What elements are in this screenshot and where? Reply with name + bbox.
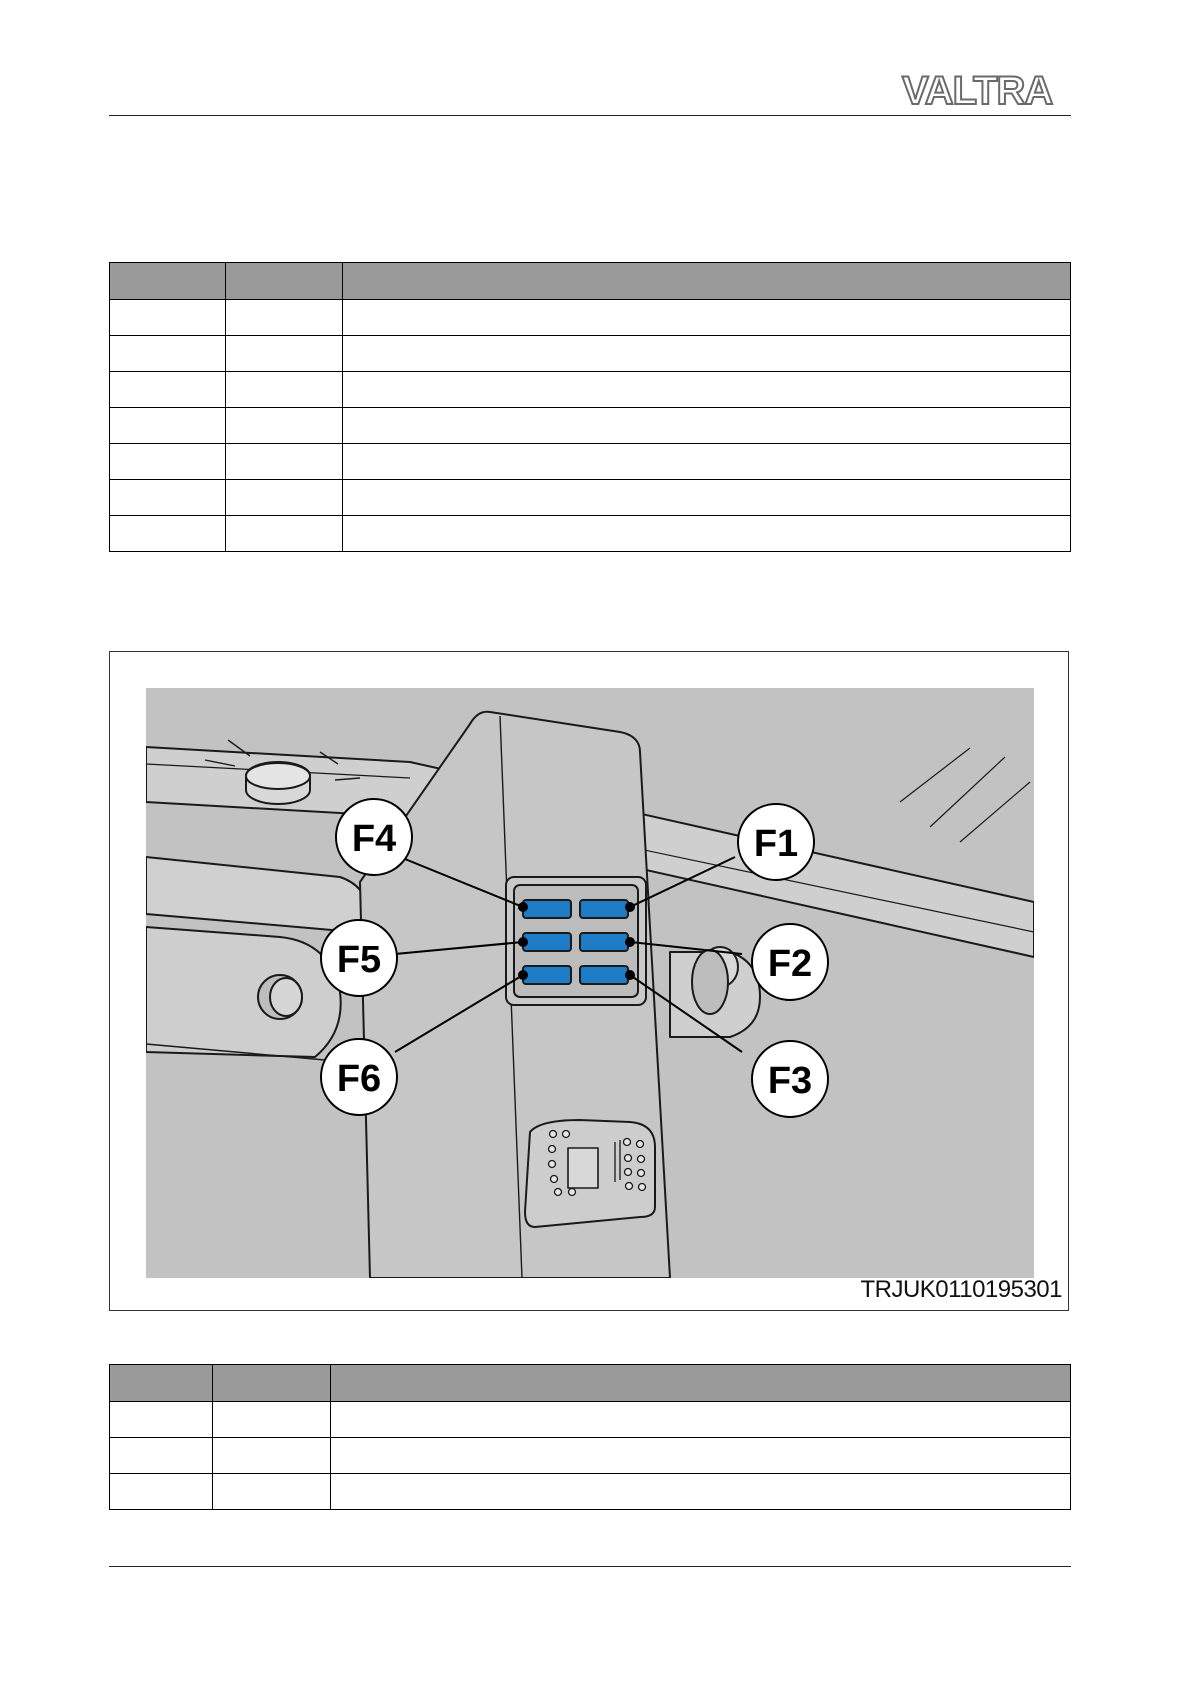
table-cell [110,372,226,408]
table-row [110,372,1071,408]
table-cell [110,1402,213,1438]
fuse-f4-icon [523,900,571,918]
table-header-cell [331,1365,1071,1402]
callout-f5-label: F5 [336,939,382,981]
table-header-cell [343,263,1071,300]
callout-f2-label: F2 [767,943,813,985]
spec-table-2 [109,1364,1071,1510]
fuse-f1-icon [580,900,628,918]
table-cell [331,1402,1071,1438]
table-cell [226,480,343,516]
table-row [110,300,1071,336]
table-cell [343,480,1071,516]
table-cell [110,336,226,372]
table-header-row [110,1365,1071,1402]
header-rule [109,115,1071,116]
table-cell [343,336,1071,372]
table-cell [110,516,226,552]
table-cell [110,1474,213,1510]
table-cell [213,1438,331,1474]
table-cell [110,300,226,336]
table-header-cell [110,263,226,300]
table-header-cell [110,1365,213,1402]
table-cell [226,408,343,444]
valtra-logo [900,66,1070,110]
table-cell [213,1474,331,1510]
callout-f1-label: F1 [753,823,799,865]
callout-f3-label: F3 [767,1060,813,1102]
table-cell [110,480,226,516]
callout-f6-label: F6 [336,1058,382,1100]
table-cell [110,444,226,480]
table-cell [110,408,226,444]
fuse-location-figure [109,651,1069,1311]
callout-f4-label: F4 [351,818,397,860]
table-row [110,444,1071,480]
table-row [110,336,1071,372]
table-row [110,480,1071,516]
table-row [110,1474,1071,1510]
table-cell [226,372,343,408]
table-row [110,1402,1071,1438]
fuse-f5-icon [523,933,571,951]
table-cell [343,444,1071,480]
table-header-cell [226,263,343,300]
spec-table-1 [109,262,1071,552]
table-cell [331,1438,1071,1474]
fuse-f2-icon [580,933,628,951]
table-row [110,516,1071,552]
table-header-cell [213,1365,331,1402]
fuse-f6-icon [523,966,571,984]
table-row [110,408,1071,444]
table-cell [343,300,1071,336]
table-cell [343,372,1071,408]
table-cell [213,1402,331,1438]
table-cell [226,444,343,480]
fuse-f3-icon [580,966,628,984]
table-cell [331,1474,1071,1510]
table-cell [226,336,343,372]
table-row [110,1438,1071,1474]
table-cell [343,516,1071,552]
table-cell [343,408,1071,444]
table-header-row [110,263,1071,300]
logo-wordmark: VALTRA [902,69,1053,110]
table-cell [226,516,343,552]
table-cell [110,1438,213,1474]
fuse-illustration [110,652,1068,1310]
table-cell [226,300,343,336]
footer-rule [109,1566,1071,1567]
figure-caption: TRJUK0110195301 [860,1276,1062,1303]
